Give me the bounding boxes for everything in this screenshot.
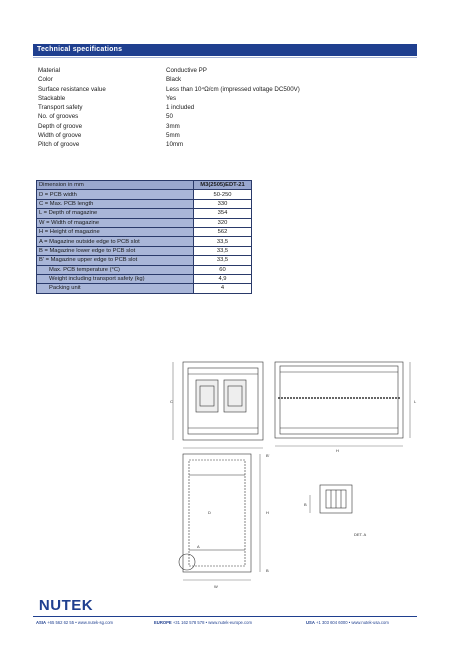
footer-divider	[33, 616, 417, 617]
footer-asia	[36, 620, 113, 625]
detail-b-label: B	[304, 502, 307, 507]
spec-row	[38, 140, 418, 149]
spec-value: Yes	[166, 94, 177, 102]
detail-a-drawing	[310, 485, 352, 513]
spec-value: Conductive PP	[166, 67, 207, 74]
row-label: C = Max. PCB length	[37, 199, 194, 208]
row-label: Weight including transport safety (kg)	[37, 274, 194, 283]
spec-row	[38, 122, 418, 131]
detail-a-title: DET. A	[354, 532, 367, 537]
spec-value: 10mm	[166, 141, 184, 149]
logo-text: NUTEK	[38, 597, 94, 614]
row-label: L = Depth of magazine	[37, 209, 194, 218]
dim-b-label: B	[266, 568, 269, 573]
spec-value: Black	[166, 76, 182, 84]
row-value: 33,5	[194, 237, 252, 246]
spec-row	[38, 66, 418, 75]
spec-row	[38, 94, 418, 103]
row-label: A = Magazine outside edge to PCB slot	[37, 237, 194, 246]
spec-key: Transport safety	[38, 104, 83, 112]
spec-key: Depth of groove	[38, 122, 83, 130]
technical-drawing	[170, 350, 430, 590]
row-label: Max. PCB temperature (°C)	[37, 265, 194, 274]
dim-h-label: H	[336, 448, 339, 453]
footer-asia-text: +65 562 62 55 • www.nutek-sg.com	[47, 620, 114, 625]
row-label: D = PCB width	[37, 190, 194, 199]
table-row	[37, 246, 252, 255]
footer-europe-label: EUROPE	[154, 620, 172, 625]
row-label: B' = Magazine upper edge to PCB slot	[37, 256, 194, 265]
row-value: 330	[194, 199, 252, 208]
spec-value: 50	[166, 113, 173, 121]
nutek-logo	[34, 596, 98, 616]
section-title: Technical specifications	[37, 46, 123, 53]
row-value: 4,9	[194, 274, 252, 283]
spec-list	[38, 66, 418, 150]
row-value: 50-250	[194, 190, 252, 199]
side-view-drawing	[275, 362, 410, 446]
table-row	[37, 284, 252, 293]
spec-row	[38, 85, 418, 94]
footer-europe	[154, 620, 252, 625]
spec-row	[38, 75, 418, 84]
footer-europe-text: +31 162 578 578 • www.nutek-europe.com	[172, 620, 252, 625]
footer-usa-label: USA	[306, 620, 315, 625]
table-row	[37, 265, 252, 274]
spec-key: Pitch of groove	[38, 141, 80, 149]
row-value: 33,5	[194, 256, 252, 265]
table-row	[37, 190, 252, 199]
detail-a-callout: A	[197, 544, 200, 549]
table-header-row	[37, 181, 252, 190]
spec-value: 1 included	[166, 104, 195, 112]
table-row	[37, 274, 252, 283]
table-row	[37, 237, 252, 246]
row-label: W = Width of magazine	[37, 218, 194, 227]
header-model-cell: M3(2505)EDT-21	[194, 181, 252, 190]
row-value: 320	[194, 218, 252, 227]
spec-value: 3mm	[166, 122, 180, 130]
row-value: 354	[194, 209, 252, 218]
spec-row	[38, 131, 418, 140]
table-row	[37, 209, 252, 218]
section-header	[33, 44, 417, 56]
front-view-drawing	[173, 362, 263, 448]
header-label-cell: Dimension in mm	[37, 181, 194, 190]
row-value: 60	[194, 265, 252, 274]
row-label: Packing unit	[37, 284, 194, 293]
table-row	[37, 199, 252, 208]
spec-value: Less than 10⁴Ω/cm (impressed voltage DC500V)	[166, 85, 300, 93]
row-value: 562	[194, 227, 252, 236]
footer-asia-label: ASIA	[36, 620, 47, 625]
spec-key: Stackable	[38, 94, 66, 102]
dim-c-label: C	[170, 399, 173, 404]
spec-key: Material	[38, 67, 61, 74]
row-value: 4	[194, 284, 252, 293]
footer-usa-text: +1 303 604 6000 • www.nutek-usa.com	[316, 620, 389, 625]
table-row	[37, 218, 252, 227]
dim-l-label: L	[414, 399, 417, 404]
row-label: H = Height of magazine	[37, 227, 194, 236]
spec-key: Surface resistance value	[38, 85, 106, 93]
spec-key: No. of grooves	[38, 113, 79, 121]
spec-key: Width of groove	[38, 132, 82, 140]
dim-w-label: W	[214, 584, 218, 589]
dim-b-prime-label: B'	[266, 453, 270, 458]
dim-h-side-label: H	[266, 510, 269, 515]
spec-row	[38, 112, 418, 121]
row-label: B = Magazine lower edge to PCB slot	[37, 246, 194, 255]
spec-row	[38, 103, 418, 112]
spec-key: Color	[38, 76, 53, 84]
dim-d-label: D	[208, 510, 211, 515]
dimension-table	[36, 180, 252, 294]
footer-usa	[306, 620, 389, 625]
table-row	[37, 256, 252, 265]
row-value: 33,5	[194, 246, 252, 255]
spec-value: 5mm	[166, 132, 180, 140]
top-view-drawing	[179, 454, 260, 580]
table-row	[37, 227, 252, 236]
divider	[33, 57, 417, 58]
